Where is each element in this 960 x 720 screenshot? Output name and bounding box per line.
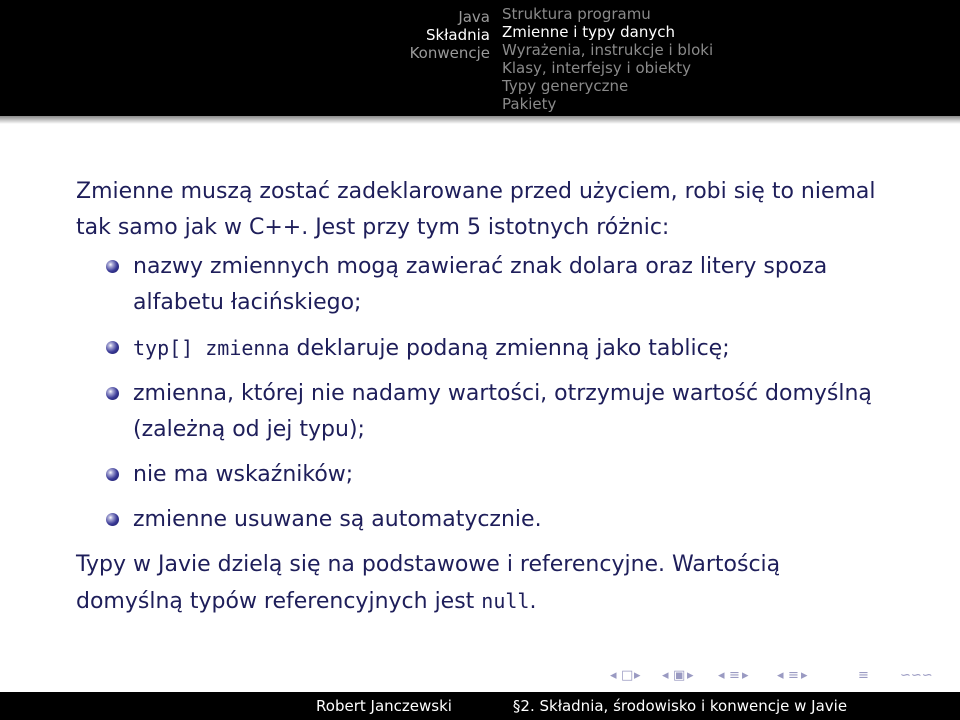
section-java[interactable]: Java: [458, 8, 490, 26]
bullet-icon: [106, 387, 119, 400]
intro-paragraph: Zmienne muszą zostać zadeklarowane przed użyciem, robi się to niemal tak samo jak w C++. Jest przy tym 5 istotnych różnic:: [76, 179, 876, 240]
outro-end: .: [529, 589, 537, 614]
item-text: nazwy zmiennych mogą zawierać znak dolara oraz litery spoza alfabetu łacińskiego;: [133, 254, 828, 315]
subsection-prev-icon[interactable]: ◂: [662, 668, 669, 683]
subsection-klasy[interactable]: Klasy, interfejsy i obiekty: [502, 59, 691, 77]
subsection-wyrazenia[interactable]: Wyrażenia, instrukcje i bloki: [502, 41, 714, 59]
subsection-next-icon[interactable]: ▸: [687, 668, 694, 683]
list-item: [76, 502, 886, 538]
footer-title: §2. Składnia, środowisko i konwencje w Javie: [512, 697, 848, 715]
list-item: [76, 330, 886, 367]
outro-code: null: [481, 589, 530, 613]
differences-list: [76, 249, 886, 538]
item-text: nie ma wskaźników;: [133, 462, 354, 487]
item-text: deklaruje podaną zmienną jako tablicę;: [289, 336, 730, 361]
section-icon[interactable]: ≡: [729, 668, 740, 683]
list-item: [76, 457, 886, 493]
header-shadow: [0, 116, 960, 124]
section-skladnia[interactable]: Składnia: [425, 26, 490, 44]
footer-author: Robert Janczewski: [316, 697, 452, 715]
item-code: typ[] zmienna: [133, 336, 290, 360]
outro-text: Typy w Javie dzielą się na podstawowe i referencyjne. Wartością domyślną typów referencyjnych jest: [76, 552, 781, 614]
subsection-list: [502, 5, 713, 113]
search-icon[interactable]: ∽∽∽: [900, 668, 933, 683]
frame-next-icon[interactable]: ▸: [634, 668, 641, 683]
section-list: [0, 8, 490, 62]
frame-icon[interactable]: □: [621, 668, 634, 683]
section-next-icon[interactable]: ▸: [742, 668, 749, 683]
list-item: [76, 376, 886, 448]
list-item: [76, 249, 886, 321]
section-prev-icon[interactable]: ◂: [718, 668, 725, 683]
subsection-zmienne[interactable]: Zmienne i typy danych: [502, 23, 676, 41]
header-bar: [0, 0, 960, 116]
navigation-symbols: [600, 668, 952, 688]
bullet-icon: [106, 513, 119, 526]
item-text: zmienne usuwane są automatycznie.: [133, 507, 542, 532]
slide-content: [76, 174, 886, 620]
section-konwencje[interactable]: Konwencje: [409, 44, 490, 62]
subsection-pakiety[interactable]: Pakiety: [502, 95, 557, 113]
item-text: zmienna, której nie nadamy wartości, otrzymuje wartość domyślną (zależną od jej typu);: [133, 381, 872, 442]
subsection-icon[interactable]: ▣: [673, 668, 686, 683]
part-next-icon[interactable]: ▸: [801, 668, 808, 683]
align-icon[interactable]: ≡: [858, 668, 869, 683]
part-icon[interactable]: ≡: [788, 668, 799, 683]
frame-prev-icon[interactable]: ◂: [610, 668, 617, 683]
subsection-generyczne[interactable]: Typy generyczne: [502, 77, 629, 95]
subsection-struktura[interactable]: Struktura programu: [502, 5, 651, 23]
footer-bar: [0, 692, 960, 720]
bullet-icon: [106, 468, 119, 481]
bullet-icon: [106, 341, 119, 354]
outro-paragraph: [76, 547, 886, 620]
bullet-icon: [106, 260, 119, 273]
part-prev-icon[interactable]: ◂: [777, 668, 784, 683]
